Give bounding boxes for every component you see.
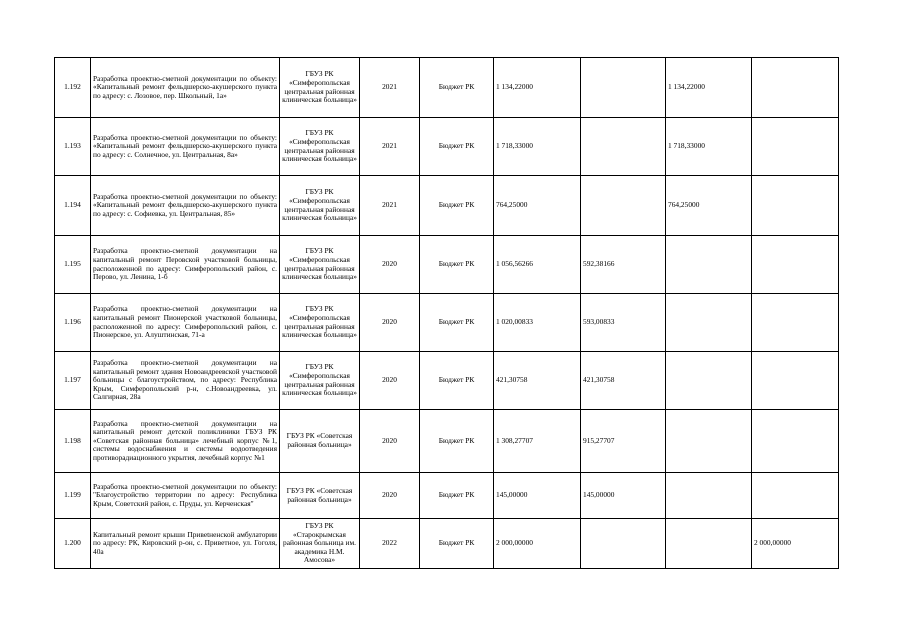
row-amount-2020	[581, 176, 666, 236]
row-year: 2020	[360, 236, 420, 294]
row-total: 145,00000	[494, 473, 581, 519]
row-organization: ГБУЗ РК «Симферопольская центральная районная клиническая больница»	[280, 236, 360, 294]
row-amount-2021: 1 134,22000	[666, 58, 752, 118]
table-row	[55, 410, 839, 473]
row-year: 2020	[360, 294, 420, 352]
row-amount-2020	[581, 58, 666, 118]
row-total: 1 134,22000	[494, 58, 581, 118]
table-row	[55, 176, 839, 236]
row-number: 1.199	[55, 473, 91, 519]
row-amount-2020: 592,38166	[581, 236, 666, 294]
row-amount-2022	[752, 118, 839, 176]
row-organization: ГБУЗ РК «Советская районная больница»	[280, 473, 360, 519]
row-amount-2020	[581, 118, 666, 176]
row-amount-2020: 915,27707	[581, 410, 666, 473]
row-amount-2020: 421,30758	[581, 352, 666, 410]
table-row	[55, 473, 839, 519]
row-funding-source: Бюджет РК	[420, 473, 494, 519]
row-amount-2021	[666, 519, 752, 569]
row-number: 1.193	[55, 118, 91, 176]
table-body	[55, 58, 839, 569]
row-amount-2021	[666, 294, 752, 352]
row-organization: ГБУЗ РК «Симферопольская центральная районная клиническая больница»	[280, 352, 360, 410]
row-amount-2022	[752, 473, 839, 519]
row-name: Разработка проектно-сметной документации на капитальный ремонт Перовской участковой больницы, расположенной по адресу: Симферопольский район, с. Перово, ул. Ленина, 1-б	[91, 236, 280, 294]
row-funding-source: Бюджет РК	[420, 236, 494, 294]
row-year: 2021	[360, 176, 420, 236]
row-amount-2021: 764,25000	[666, 176, 752, 236]
row-name: Капитальный ремонт крыши Привetненской амбулатории по адресу: РК, Кировский р-он, с. Приветное, ул. Гоголя, 40а	[91, 519, 280, 569]
row-amount-2021	[666, 352, 752, 410]
row-number: 1.200	[55, 519, 91, 569]
row-organization: ГБУЗ РК «Симферопольская центральная районная клиническая больница»	[280, 294, 360, 352]
row-name: Разработка проектно-сметной документации по объекту: «Капитальный ремонт фельдшерско-акушерского пункта по адресу: с. Лозовое, пер. Школьный, 1а»	[91, 58, 280, 118]
row-year: 2020	[360, 410, 420, 473]
row-name: Разработка проектно-сметной документации на капитальный ремонт детской поликлиники ГБУЗ РК «Советская районная больница» лечебный корпус №1, системы водоснабжения и системы водоотведения противорадиационного укрытия, лечебный корпус №1	[91, 410, 280, 473]
row-name: Разработка проектно-сметной документации по объекту: "Благоустройство территории по адресу: Республика Крым, Советский район, с. Пруды, ул. Керченская"	[91, 473, 280, 519]
row-name: Разработка проектно-сметной документации по объекту: «Капитальный ремонт фельдшерско-акушерского пункта по адресу: с. Софиевка, ул. Центральная, 85»	[91, 176, 280, 236]
row-organization: ГБУЗ РК «Старокрымская районная больница им. академика Н.М. Амосова»	[280, 519, 360, 569]
row-total: 764,25000	[494, 176, 581, 236]
row-organization: ГБУЗ РК «Симферопольская центральная районная клиническая больница»	[280, 58, 360, 118]
row-amount-2022	[752, 236, 839, 294]
row-year: 2021	[360, 58, 420, 118]
program-table	[54, 57, 839, 569]
row-year: 2020	[360, 473, 420, 519]
row-funding-source: Бюджет РК	[420, 176, 494, 236]
table-row	[55, 294, 839, 352]
row-total: 1 718,33000	[494, 118, 581, 176]
row-name: Разработка проектно-сметной документации на капитальный ремонт Пионерской участковой больницы, расположенной по адресу: Симферопольский район, с. Пионерское, ул. Алуштинская, 71-а	[91, 294, 280, 352]
row-number: 1.196	[55, 294, 91, 352]
row-amount-2021	[666, 410, 752, 473]
row-total: 1 056,56266	[494, 236, 581, 294]
row-name: Разработка проектно-сметной документации на капитальный ремонт здания Новоандреевской участковой больницы с благоустройством, по адресу: Республика Крым, Симферопольский р-н, с.Новоандреевка, ул. Салгирная, 28а	[91, 352, 280, 410]
row-number: 1.195	[55, 236, 91, 294]
row-amount-2020	[581, 519, 666, 569]
row-total: 421,30758	[494, 352, 581, 410]
table-row	[55, 118, 839, 176]
row-amount-2021	[666, 236, 752, 294]
row-amount-2020: 593,00833	[581, 294, 666, 352]
table-row	[55, 352, 839, 410]
row-funding-source: Бюджет РК	[420, 352, 494, 410]
row-organization: ГБУЗ РК «Советская районная больница»	[280, 410, 360, 473]
row-number: 1.192	[55, 58, 91, 118]
row-amount-2022: 2 000,00000	[752, 519, 839, 569]
row-funding-source: Бюджет РК	[420, 519, 494, 569]
row-funding-source: Бюджет РК	[420, 410, 494, 473]
row-amount-2022	[752, 176, 839, 236]
row-funding-source: Бюджет РК	[420, 118, 494, 176]
row-amount-2020: 145,00000	[581, 473, 666, 519]
row-name: Разработка проектно-сметной документации по объекту: «Капитальный ремонт фельдшерско-акушерского пункта по адресу: с. Солнечное, ул. Центральная, 8а»	[91, 118, 280, 176]
row-total: 2 000,00000	[494, 519, 581, 569]
table-row	[55, 58, 839, 118]
row-funding-source: Бюджет РК	[420, 294, 494, 352]
row-funding-source: Бюджет РК	[420, 58, 494, 118]
table-row	[55, 236, 839, 294]
row-organization: ГБУЗ РК «Симферопольская центральная районная клиническая больница»	[280, 118, 360, 176]
row-amount-2022	[752, 294, 839, 352]
row-year: 2021	[360, 118, 420, 176]
row-number: 1.198	[55, 410, 91, 473]
row-number: 1.194	[55, 176, 91, 236]
row-total: 1 308,27707	[494, 410, 581, 473]
row-amount-2022	[752, 410, 839, 473]
row-total: 1 020,00833	[494, 294, 581, 352]
row-number: 1.197	[55, 352, 91, 410]
row-amount-2022	[752, 58, 839, 118]
row-organization: ГБУЗ РК «Симферопольская центральная районная клиническая больница»	[280, 176, 360, 236]
row-amount-2021	[666, 473, 752, 519]
row-amount-2022	[752, 352, 839, 410]
row-amount-2021: 1 718,33000	[666, 118, 752, 176]
row-year: 2022	[360, 519, 420, 569]
table-row	[55, 519, 839, 569]
row-year: 2020	[360, 352, 420, 410]
